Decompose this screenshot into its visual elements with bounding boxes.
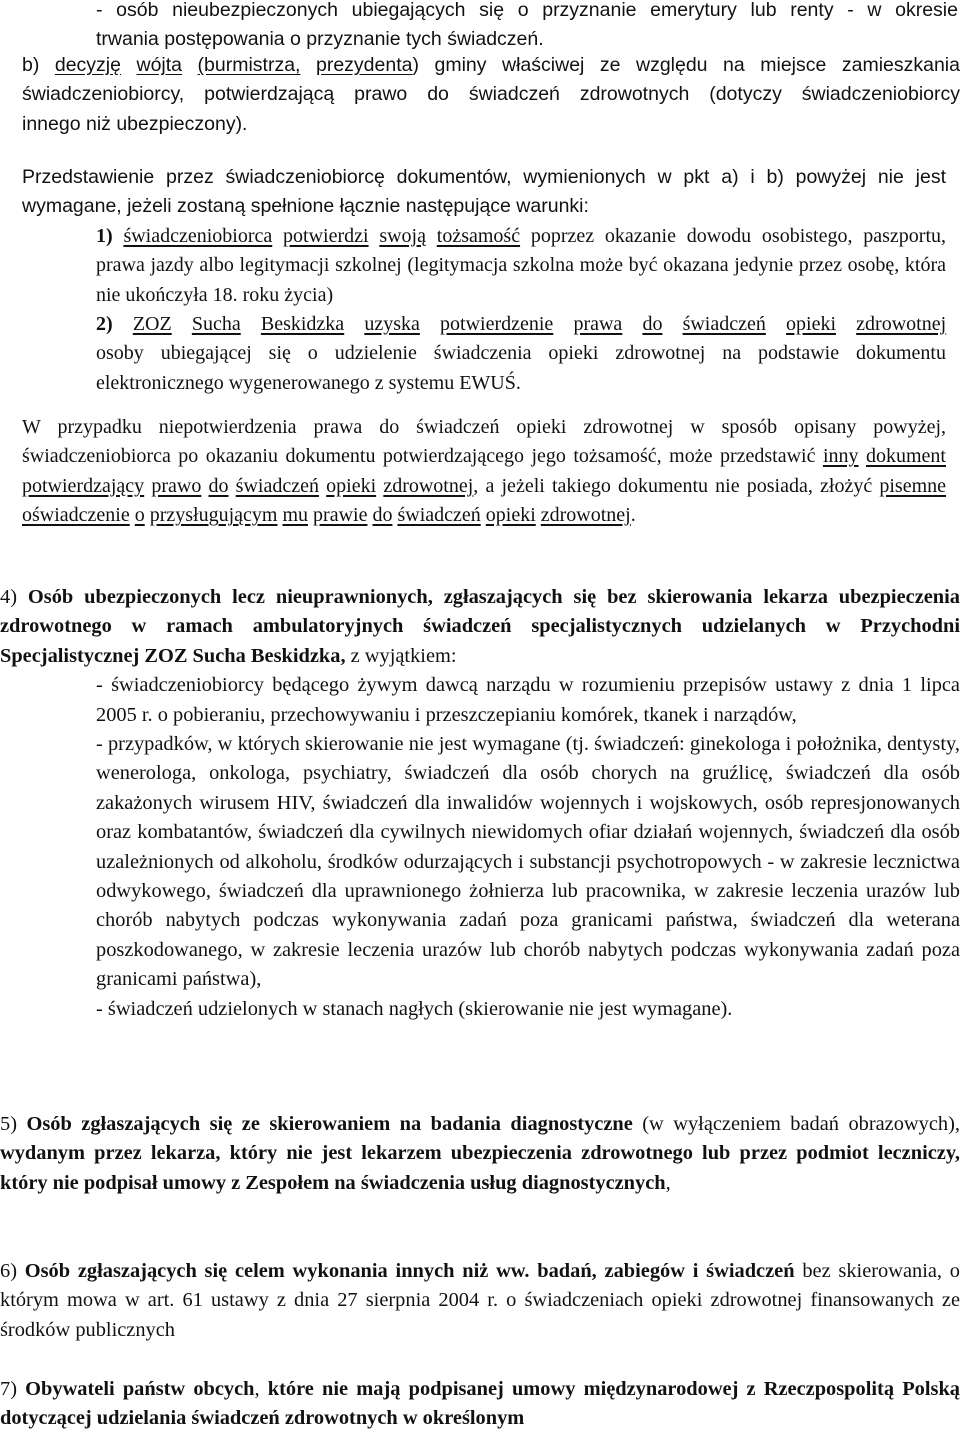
paragraph-continuation (0, 0, 960, 55)
text: poprzez okazanie dowodu osobistego, paszportu, prawa jazdy albo legitymacji szkolnej (legitymacja szkolna może być okazana jedynie przez osobę, która nie ukończyła 18. roku życia) (96, 224, 947, 306)
underlined-word: opieki (326, 474, 377, 497)
item-number: 6) (0, 1260, 25, 1282)
item-bold: Obywateli państw obcych (25, 1378, 255, 1400)
underlined-word: ZOZ (132, 313, 172, 336)
underlined-word: potwierdzi (283, 224, 369, 247)
underlined-word: decyzję (54, 54, 121, 76)
text: , (665, 1171, 671, 1194)
underlined-word: tożsamość (436, 224, 521, 247)
underlined-word: prezydenta (316, 54, 413, 76)
underlined-word: Beskidzka (260, 313, 345, 336)
underlined-word: oświadczenie (22, 504, 130, 527)
item-bold: Osób zgłaszających się ze skierowaniem na badania diagnostyczne (26, 1113, 633, 1135)
underlined-word: prawa (573, 313, 623, 336)
underlined-word: przysługującym (149, 504, 278, 527)
text-line: świadczeniobiorcy, potwierdzającą prawo do świadczeń zdrowotnych (dotyczy świadczeniobiorcy (22, 83, 960, 106)
space (300, 54, 316, 76)
text: , (254, 1378, 268, 1400)
exception-1: - świadczeniobiorcy będącego żywym dawcą narządu w rozumieniu przepisów ustawy z dnia 1 lipca 2005 r. o pobieraniu, przechowywaniu i przeszczepianiu komórek, tkanek i narządów, (96, 674, 960, 726)
underlined-word: zdrowotnej (540, 504, 631, 527)
text-line: innego niż ubezpieczony). (22, 112, 248, 135)
condition-2 (22, 310, 946, 398)
condition-number: 1) (96, 224, 113, 247)
underlined-word: zdrowotnej (383, 474, 474, 497)
underlined-word: opieki (786, 313, 837, 336)
item-b-paragraph (0, 51, 960, 139)
text-line: - osób nieubezpieczonych ubiegających się o przyznanie emerytury lub renty - w okresie (96, 0, 958, 21)
intro-text: Przedstawienie przez świadczeniobiorcę dokumentów, wymienionych w pkt a) i b) powyżej nie jest wymagane, jeżeli zostaną spełnione łącznie następujące warunki: (22, 166, 946, 218)
underlined-word: o (134, 504, 145, 527)
text: z wyjątkiem: (345, 644, 457, 667)
underlined-word: (burmistrza, (197, 54, 301, 76)
underlined-word: do (372, 504, 393, 527)
underlined-word: dokument (866, 445, 946, 468)
underlined-word: potwierdzający (22, 474, 145, 497)
underlined-word: zdrowotnej (856, 313, 947, 336)
underlined-word: prawo (151, 474, 202, 497)
underlined-word: swoją (379, 224, 426, 247)
condition-1 (22, 222, 946, 310)
item-7 (0, 1375, 960, 1434)
space (182, 54, 198, 76)
text: , a jeżeli takiego dokumentu nie posiada, złożyć (473, 474, 880, 497)
item-bold: wydanym przez lekarza, który nie jest lekarzem ubezpieczenia zdrowotnego lub przez podmiot leczniczy, który nie podpisał umowy z Zespołem na świadczenia usług diagnostycznych (0, 1142, 960, 1194)
exception-3: - świadczeń udzielonych w stanach nagłych (skierowanie nie jest wymagane). (96, 997, 733, 1020)
underlined-word: pisemne (879, 474, 947, 497)
underlined-word: świadczeń (682, 313, 766, 336)
underlined-word: świadczeń (235, 474, 319, 497)
underlined-word: potwierdzenie (440, 313, 554, 336)
condition-number: 2) (96, 313, 113, 336)
text: . (630, 504, 636, 527)
item-number: 7) (0, 1378, 26, 1400)
text: bez skierowania, o którym mowa w art. 61 ustawy z dnia 27 sierpnia 2004 r. o świadczeniach opieki zdrowotnej finansowanych ze środków publicznych (0, 1260, 960, 1341)
underlined-word: Sucha (191, 313, 241, 336)
item-number: 5) (0, 1113, 27, 1135)
text: (w wyłączeniem badań obrazowych), (632, 1113, 960, 1135)
item-label: b) (22, 54, 55, 76)
underlined-word: uzyska (364, 313, 420, 336)
text: W przypadku niepotwierdzenia prawa do świadczeń opieki zdrowotnej w sposób opisany powyżej, świadczeniobiorca po okazaniu dokumentu potwierdzającego jego tożsamość, może przedstawić (22, 416, 946, 468)
text-line (96, 310, 946, 339)
item-bold: Osób ubezpieczonych lecz nieuprawnionych, zgłaszających się bez skierowania lekarza ubezpieczenia zdrowotnego w ramach ambulatoryjnych świadczeń specjalistycznych udzielanych w Przychodni Specjalistycznej ZOZ Sucha Beskidzka, (0, 586, 960, 667)
item-4-heading (0, 583, 960, 671)
item-6 (0, 1257, 960, 1345)
item-4 (0, 583, 960, 1024)
underlined-word: do (642, 313, 663, 336)
underlined-word: opieki (485, 504, 536, 527)
underlined-word: wójta (136, 54, 183, 76)
alternative-document-paragraph (0, 413, 960, 531)
underlined-word: do (208, 474, 229, 497)
underlined-word: świadczeniobiorca (123, 224, 273, 247)
text-line: trwania postępowania o przyznanie tych świadczeń. (96, 28, 544, 51)
underlined-word: mu (282, 504, 309, 527)
underlined-word: świadczeń (397, 504, 481, 527)
verification-paragraph (0, 163, 960, 398)
item-5 (0, 1110, 960, 1198)
exception-2: - przypadków, w których skierowanie nie jest wymagane (tj. świadczeń: ginekologa i położnika, dentysty, wenerologa, onkologa, psychiatry, świadczeń dla osób chorych na gruźlicę, świadczeń dla osób zakażonych wirusem HIV, świadczeń dla inwalidów wojennych i wojskowych, osób represjonowanych oraz kombatantów, świadczeń dla cywilnych niewidomych ofiar działań wojennych, świadczeń dla osób uzależnionych od alkoholu, środków odurzających i substancji psychotropowych - w zakresie lecznictwa odwykowego, świadczeń dla uprawnionego żołnierza lub pracownika, w zakresie leczenia urazów lub chorób nabytych podczas wykonywania zadań poza granicami państwa, świadczeń dla weterana poszkodowanego, w zakresie leczenia urazów lub chorób nabytych podczas wykonywania zadań poza granicami państwa), (96, 733, 960, 991)
text-line (0, 51, 960, 80)
underlined-word: inny (822, 445, 859, 468)
text: osoby ubiegającej się o udzielenie świadczenia opieki zdrowotnej na podstawie dokumentu elektronicznego wygenerowanego z systemu EWUŚ. (96, 342, 946, 394)
item-bold: które nie mają podpisanej umowy międzynarodowej z Rzeczpospolitą Polską dotyczącej udzielania świadczeń zdrowotnych w określonym (0, 1378, 960, 1430)
item-number: 4) (0, 586, 28, 608)
text: ) gminy właściwej ze względu na miejsce zamieszkania (412, 54, 960, 76)
item-bold: Osób zgłaszających się celem wykonania innych niż ww. badań, zabiegów i świadczeń (24, 1260, 795, 1282)
space (121, 54, 137, 76)
underlined-word: prawie (313, 504, 368, 527)
